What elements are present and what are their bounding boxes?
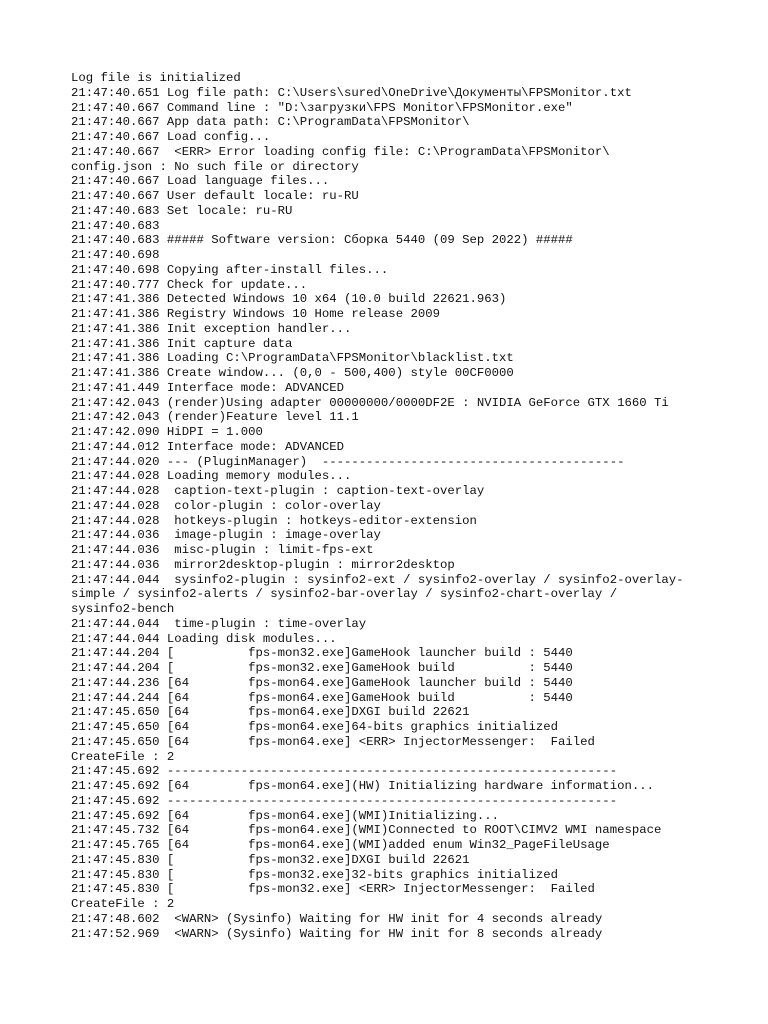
log-line: 21:47:41.386 Init capture data xyxy=(71,336,293,351)
log-line: 21:47:44.244 [64 fps-mon64.exe]GameHook build : 5440 xyxy=(71,690,573,705)
log-line: 21:47:44.044 Loading disk modules... xyxy=(71,631,337,646)
log-line: 21:47:41.386 Init exception handler... xyxy=(71,321,352,336)
log-line: simple / sysinfo2-alerts / sysinfo2-bar-overlay / sysinfo2-chart-overlay / xyxy=(71,587,618,602)
log-line: 21:47:41.449 Interface mode: ADVANCED xyxy=(71,380,345,395)
log-line: 21:47:45.692 ------------------------------------------------------------- xyxy=(71,793,618,808)
log-line: 21:47:44.020 --- (PluginManager) ----------------------------------------- xyxy=(71,454,625,469)
log-line: 21:47:41.386 Loading C:\ProgramData\FPSMonitor\blacklist.txt xyxy=(71,351,514,366)
log-line: 21:47:44.204 [ fps-mon32.exe]GameHook launcher build : 5440 xyxy=(71,646,573,661)
log-line: 21:47:45.692 ------------------------------------------------------------- xyxy=(71,764,618,779)
log-line: 21:47:44.028 Loading memory modules... xyxy=(71,469,352,484)
log-line: 21:47:44.044 time-plugin : time-overlay xyxy=(71,616,367,631)
log-line: 21:47:40.667 Load language files... xyxy=(71,174,330,189)
log-line: 21:47:40.667 Command line : "D:\загрузки\FPS Monitor\FPSMonitor.exe" xyxy=(71,100,573,115)
log-line: 21:47:42.043 (render)Feature level 11.1 xyxy=(71,410,359,425)
log-line: 21:47:40.698 Copying after-install files... xyxy=(71,262,389,277)
log-line: 21:47:44.028 color-plugin : color-overlay xyxy=(71,498,381,513)
log-line: 21:47:40.667 App data path: C:\ProgramData\FPSMonitor\ xyxy=(71,115,470,130)
log-line: Log file is initialized xyxy=(71,71,241,85)
log-line: 21:47:40.698 xyxy=(71,248,160,262)
log-document xyxy=(71,71,751,941)
log-line: 21:47:44.012 Interface mode: ADVANCED xyxy=(71,439,345,454)
log-line: 21:47:40.667 User default locale: ru-RU xyxy=(71,189,359,203)
log-line: 21:47:40.777 Check for update... xyxy=(71,277,308,292)
log-line: 21:47:45.650 [64 fps-mon64.exe]DXGI build 22621 xyxy=(71,705,470,720)
log-line: 21:47:45.692 [64 fps-mon64.exe](WMI)Initializing... xyxy=(71,808,500,823)
log-line: 21:47:45.765 [64 fps-mon64.exe](WMI)added enum Win32_PageFileUsage xyxy=(71,838,610,852)
log-line: 21:47:44.204 [ fps-mon32.exe]GameHook build : 5440 xyxy=(71,661,573,675)
log-line: 21:47:52.969 <WARN> (Sysinfo) Waiting for HW init for 8 seconds already xyxy=(71,926,603,941)
log-line: 21:47:40.667 Load config... xyxy=(71,130,271,144)
log-line: 21:47:44.236 [64 fps-mon64.exe]GameHook launcher build : 5440 xyxy=(71,675,573,690)
log-line: 21:47:44.028 caption-text-plugin : caption-text-overlay xyxy=(71,484,485,498)
log-line: 21:47:44.036 misc-plugin : limit-fps-ext xyxy=(71,543,374,557)
log-line: 21:47:40.651 Log file path: C:\Users\sured\OneDrive\Документы\FPSMonitor.txt xyxy=(71,85,632,100)
log-line: 21:47:40.683 xyxy=(71,218,160,233)
log-line: 21:47:44.028 hotkeys-plugin : hotkeys-editor-extension xyxy=(71,513,477,528)
log-line: 21:47:45.692 [64 fps-mon64.exe](HW) Initializing hardware information... xyxy=(71,779,654,793)
log-line: 21:47:45.650 [64 fps-mon64.exe]64-bits graphics initialized xyxy=(71,720,559,734)
log-line: 21:47:45.830 [ fps-mon32.exe]DXGI build 22621 xyxy=(71,852,470,867)
log-line: sysinfo2-bench xyxy=(71,602,175,616)
log-line: 21:47:42.090 HiDPI = 1.000 xyxy=(71,425,263,439)
log-line: 21:47:40.683 ##### Software version: Сборка 5440 (09 Sep 2022) ##### xyxy=(71,233,573,248)
log-line: CreateFile : 2 xyxy=(71,897,175,911)
log-line: 21:47:44.036 image-plugin : image-overlay xyxy=(71,528,381,543)
log-line: 21:47:40.667 <ERR> Error loading config file: C:\ProgramData\FPSMonitor\ xyxy=(71,144,610,159)
log-line: 21:47:41.386 Detected Windows 10 x64 (10.0 build 22621.963) xyxy=(71,292,507,307)
log-line: 21:47:44.044 sysinfo2-plugin : sysinfo2-ext / sysinfo2-overlay / sysinfo2-overlay- xyxy=(71,572,684,587)
log-line: 21:47:42.043 (render)Using adapter 00000000/0000DF2E : NVIDIA GeForce GTX 1660 Ti xyxy=(71,395,669,410)
log-line: 21:47:45.650 [64 fps-mon64.exe] <ERR> InjectorMessenger: Failed xyxy=(71,734,595,749)
log-line: CreateFile : 2 xyxy=(71,749,175,764)
log-line: 21:47:41.386 Registry Windows 10 Home release 2009 xyxy=(71,307,440,321)
log-line: 21:47:48.602 <WARN> (Sysinfo) Waiting for HW init for 4 seconds already xyxy=(71,911,603,926)
log-line: 21:47:45.830 [ fps-mon32.exe]32-bits graphics initialized xyxy=(71,867,559,882)
log-line: 21:47:45.732 [64 fps-mon64.exe](WMI)Connected to ROOT\CIMV2 WMI namespace xyxy=(71,823,662,838)
log-line: 21:47:40.683 Set locale: ru-RU xyxy=(71,203,293,218)
log-line: 21:47:41.386 Create window... (0,0 - 500,400) style 00CF0000 xyxy=(71,366,514,380)
log-line: 21:47:44.036 mirror2desktop-plugin : mirror2desktop xyxy=(71,557,455,572)
log-line: 21:47:45.830 [ fps-mon32.exe] <ERR> InjectorMessenger: Failed xyxy=(71,882,595,897)
log-line: config.json : No such file or directory xyxy=(71,159,359,174)
